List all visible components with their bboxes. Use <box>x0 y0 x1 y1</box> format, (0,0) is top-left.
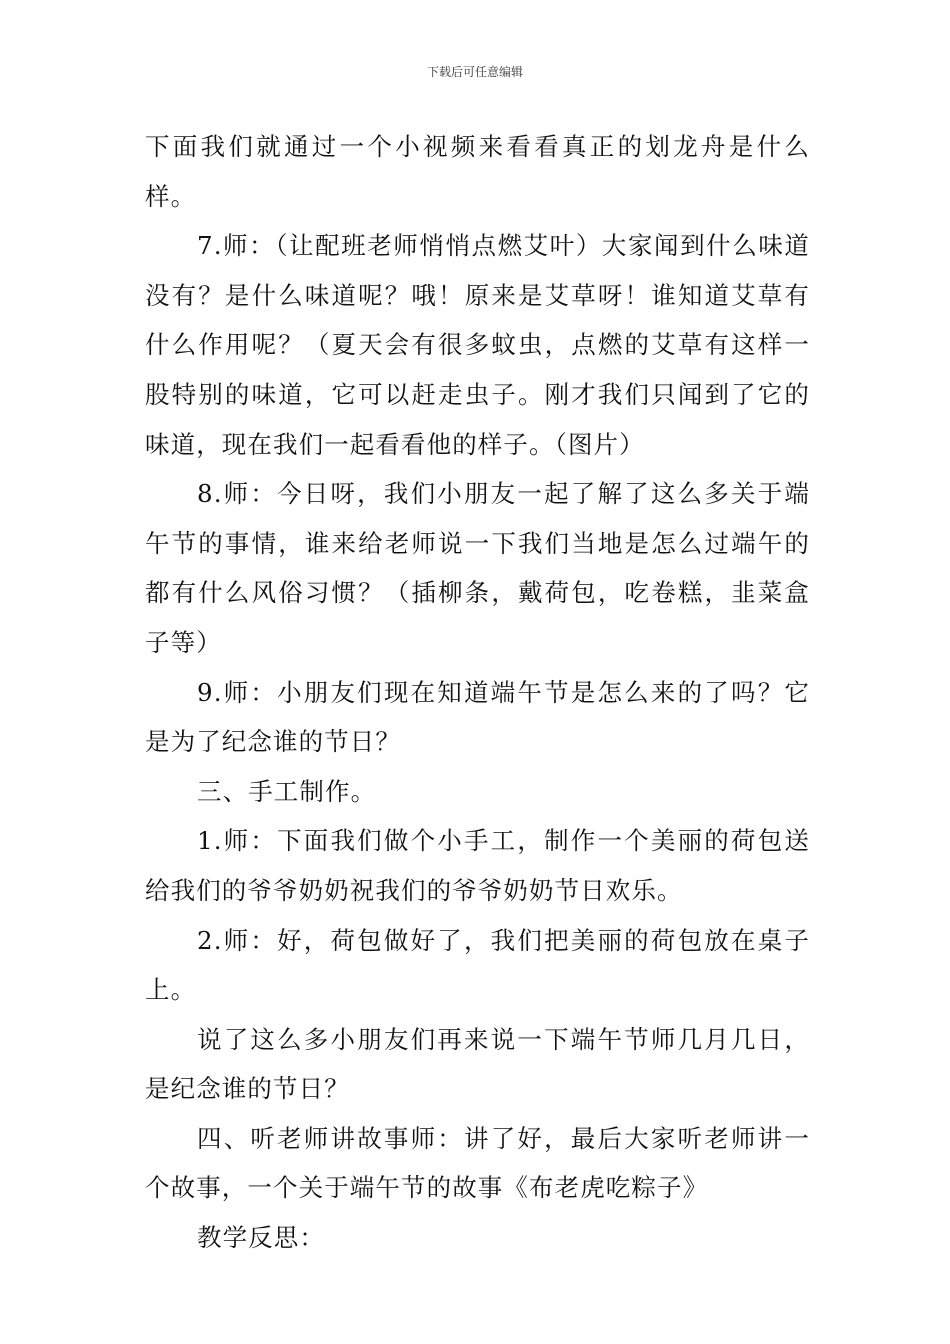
section-heading-story: 四、听老师讲故事师：讲了好，最后大家听老师讲一个故事，一个关于端午节的故事《布老虎吃粽子》 <box>145 1123 810 1203</box>
section-heading-reflection: 教学反思： <box>197 1223 325 1253</box>
paragraph-video-intro: 下面我们就通过一个小视频来看看真正的划龙舟是什么样。 <box>145 132 810 211</box>
section-heading-handcraft: 三、手工制作。 <box>197 776 377 806</box>
paragraph-step-7: 7.师：（让配班老师悄悄点燃艾叶）大家闻到什么味道没有？是什么味道呢？哦！原来是艾草呀！谁知道艾草有什么作用呢？（夏天会有很多蚊虫，点燃的艾草有这样一股特别的味道，它可以赶走虫子。刚才我们只闻到了它的味道，现在我们一起看看他的样子。（图片） <box>145 231 810 459</box>
paragraph-handcraft-step-1: 1.师：下面我们做个小手工，制作一个美丽的荷包送给我们的爷爷奶奶祝我们的爷爷奶奶节日欢乐。 <box>145 826 810 905</box>
paragraph-step-8: 8.师：今日呀，我们小朋友一起了解了这么多关于端午节的事情，谁来给老师说一下我们当地是怎么过端午的都有什么风俗习惯？（插柳条，戴荷包，吃卷糕，韭菜盒子等） <box>145 479 810 657</box>
paragraph-review-question: 说了这么多小朋友们再来说一下端午节师几月几日，是纪念谁的节日？ <box>145 1024 810 1104</box>
document-body <box>145 122 810 1263</box>
paragraph-step-9: 9.师：小朋友们现在知道端午节是怎么来的了吗？它是为了纪念谁的节日？ <box>145 677 810 757</box>
page-header: 下载后可任意编辑 <box>426 65 523 79</box>
paragraph-handcraft-step-2: 2.师：好，荷包做好了，我们把美丽的荷包放在桌子上。 <box>145 925 810 1005</box>
